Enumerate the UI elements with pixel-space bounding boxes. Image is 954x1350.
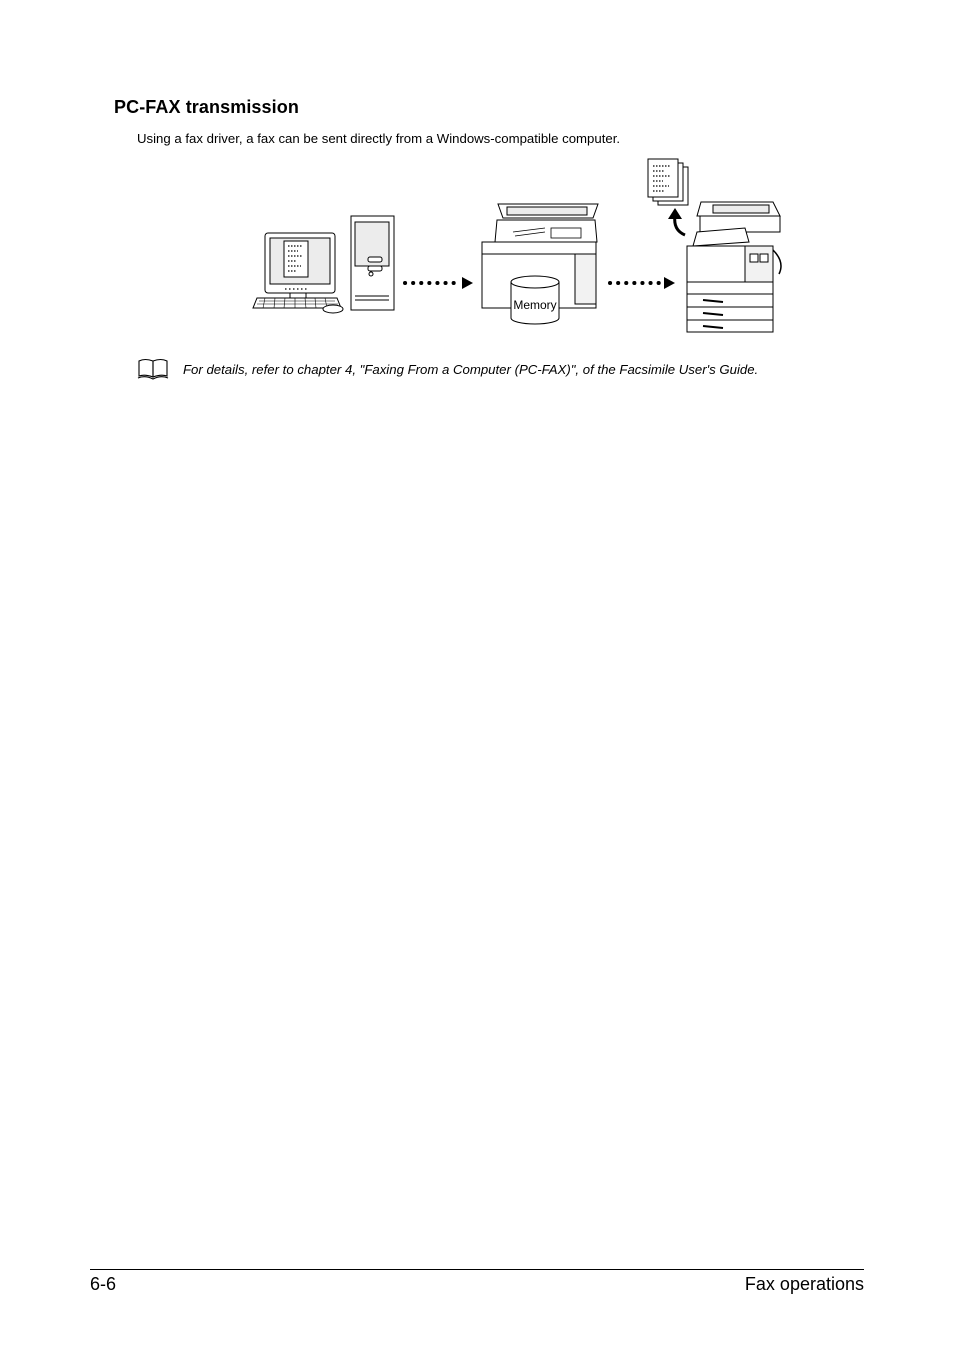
page-number: 6-6 — [90, 1274, 117, 1294]
document-icon — [648, 159, 688, 205]
book-icon — [137, 358, 171, 380]
memory-label: Memory — [513, 298, 557, 312]
arrow-icon — [405, 277, 473, 289]
section-heading: PC-FAX transmission — [114, 97, 299, 117]
footer-section-title: Fax operations — [744, 1274, 864, 1294]
computer-icon — [253, 216, 394, 313]
note-text: For details, refer to chapter 4, "Faxing From a Computer (PC-FAX)", of the Facsimile User's Guide. — [183, 362, 759, 377]
arrow-icon — [610, 277, 675, 289]
fax-machine-icon — [687, 202, 781, 332]
pc-fax-diagram — [245, 150, 805, 345]
intro-text: Using a fax driver, a fax can be sent directly from a Windows-compatible computer. — [137, 131, 621, 146]
footer-divider — [90, 1269, 864, 1270]
